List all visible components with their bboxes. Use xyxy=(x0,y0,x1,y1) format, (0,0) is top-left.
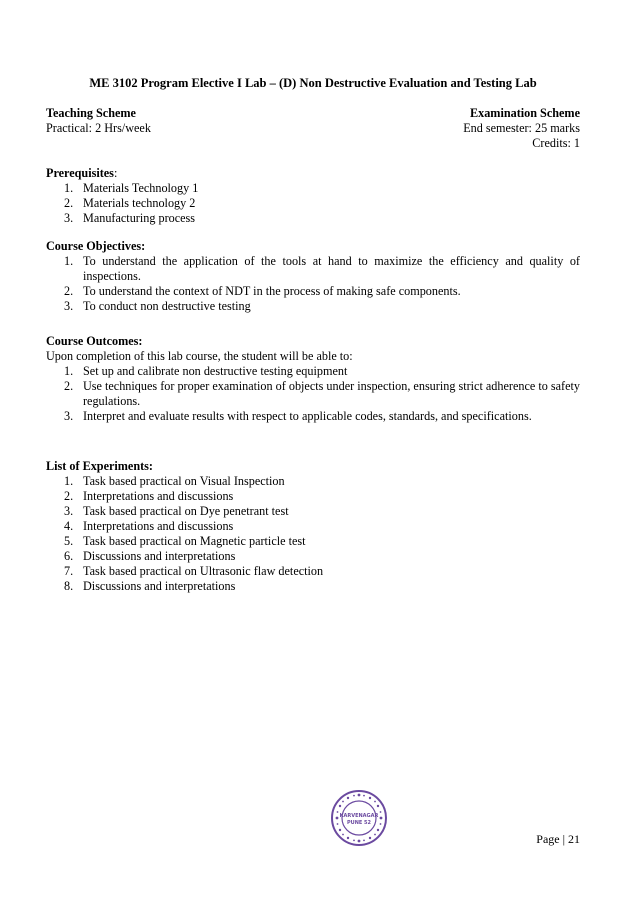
list-item: 3. To conduct non destructive testing xyxy=(64,299,251,313)
college-seal-stamp xyxy=(330,789,388,847)
list-item: 2. Materials technology 2 xyxy=(64,196,196,210)
document-page xyxy=(46,0,580,902)
list-item: 7. Task based practical on Ultrasonic flaw detection xyxy=(64,564,324,578)
experiments-heading: List of Experiments: xyxy=(46,459,153,473)
list-item: 1. Materials Technology 1 xyxy=(64,181,199,195)
list-item: 2. Use techniques for proper examination of objects under inspection, ensuring strict adherence to safety regulations. xyxy=(64,379,580,408)
teaching-scheme-heading: Teaching Scheme xyxy=(46,106,136,120)
list-item: 5. Task based practical on Magnetic particle test xyxy=(64,534,306,548)
credits: Credits: 1 xyxy=(532,136,580,150)
schemes-block xyxy=(46,106,580,151)
list-item: 8. Discussions and interpretations xyxy=(64,579,236,593)
objectives-heading: Course Objectives: xyxy=(46,239,146,253)
objectives-list xyxy=(46,254,580,314)
list-item: 2. To understand the context of NDT in the process of making safe components. xyxy=(64,284,461,298)
outcomes-intro: Upon completion of this lab course, the student will be able to: xyxy=(46,349,353,363)
list-item: 1. Task based practical on Visual Inspection xyxy=(64,474,285,488)
list-item: 3. Task based practical on Dye penetrant test xyxy=(64,504,289,518)
page-title: ME 3102 Program Elective I Lab – (D) Non Destructive Evaluation and Testing Lab xyxy=(89,76,537,90)
seal-text-line1: KARVENAGAR xyxy=(339,813,379,819)
seal-icon xyxy=(330,789,388,847)
list-item: 3. Interpret and evaluate results with respect to applicable codes, standards, and specifications. xyxy=(64,409,532,423)
examination-scheme-heading: Examination Scheme xyxy=(469,106,580,120)
list-item: 1. To understand the application of the tools at hand to maximize the efficiency and quality of inspections. xyxy=(64,254,580,283)
objectives-section xyxy=(46,239,580,314)
outcomes-heading: Course Outcomes: xyxy=(46,334,143,348)
list-item: 3. Manufacturing process xyxy=(64,211,196,225)
outcomes-section xyxy=(46,334,580,424)
list-item: 6. Discussions and interpretations xyxy=(64,549,236,563)
prerequisites-list xyxy=(46,181,580,226)
practical-hours: Practical: 2 Hrs/week xyxy=(46,121,151,135)
outcomes-list xyxy=(46,364,580,424)
prerequisites-heading: Prerequisites xyxy=(46,166,114,180)
list-item: 2. Interpretations and discussions xyxy=(64,489,234,503)
page-number: Page | 21 xyxy=(536,832,580,846)
list-item: 1. Set up and calibrate non destructive testing equipment xyxy=(64,364,348,378)
experiments-section xyxy=(46,459,580,594)
prerequisites-colon: : xyxy=(113,166,118,180)
list-item: 4. Interpretations and discussions xyxy=(64,519,234,533)
seal-text-line2: PUNE 52 xyxy=(346,820,372,826)
end-semester-marks: End semester: 25 marks xyxy=(463,121,580,135)
prerequisites-section xyxy=(46,166,580,226)
experiments-list xyxy=(46,474,580,594)
